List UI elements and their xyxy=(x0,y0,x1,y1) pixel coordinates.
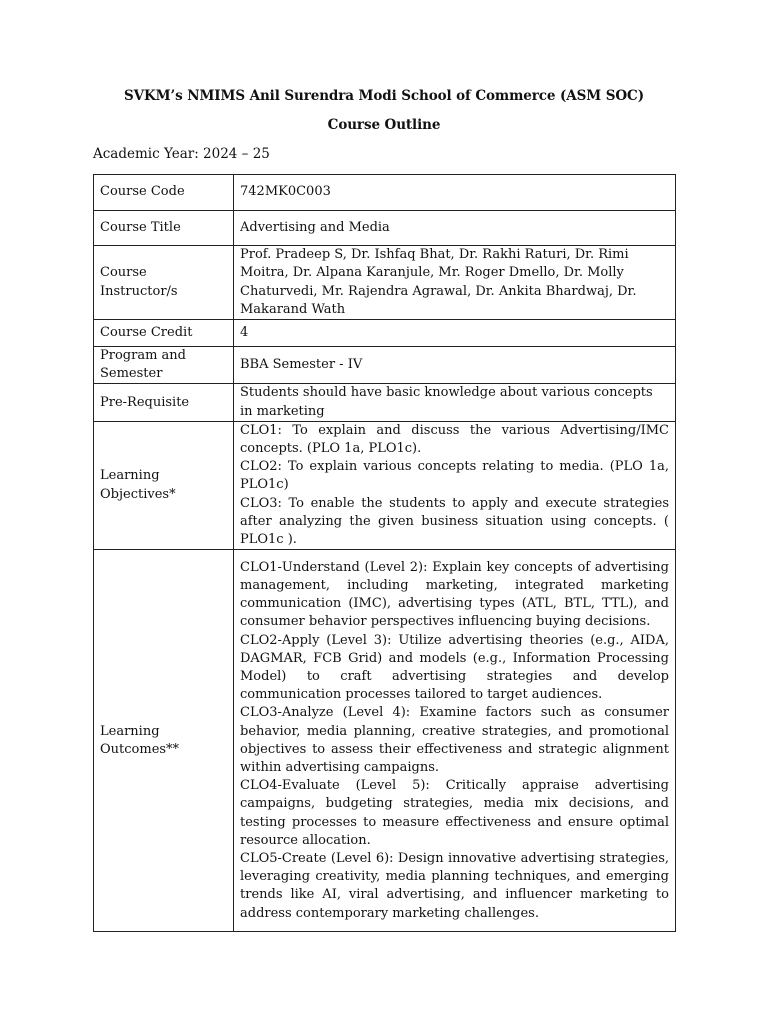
objective-item: CLO2: To explain various concepts relating to media. (PLO 1a, PLO1c) xyxy=(240,459,669,493)
objective-item: CLO3: To enable the students to apply and execute strategies after analyzing the given business situation using concepts. ( PLO1c ). xyxy=(240,495,669,548)
outcomes-label: Learning Outcomes** xyxy=(94,550,234,932)
credit-value: 4 xyxy=(234,320,676,347)
outcome-item: CLO1-Understand (Level 2): Explain key concepts of advertising management, including marketing, integrated marketing communication (IMC), advertising types (ATL, BTL, TTL), and consumer behavior perspectives influencing buying decisions. xyxy=(240,559,669,630)
credit-label: Course Credit xyxy=(94,320,234,347)
outcome-item: CLO4-Evaluate (Level 5): Critically appraise advertising campaigns, budgeting strategies, media mix decisions, and testing processes to measure effectiveness and ensure optimal resource allocation. xyxy=(240,778,669,848)
course-code-value: 742MK0C003 xyxy=(234,175,676,211)
prerequisite-value: Students should have basic knowledge about various concepts in marketing xyxy=(234,384,676,421)
table-row-credit xyxy=(94,320,676,347)
instructors-value: Prof. Pradeep S, Dr. Ishfaq Bhat, Dr. Rakhi Raturi, Dr. Rimi Moitra, Dr. Alpana Karanjule, Mr. Roger Dmello, Dr. Molly Chaturvedi, Mr. Rajendra Agrawal, Dr. Ankita Bhardwaj, Dr. Makarand Wath xyxy=(234,246,676,320)
academic-year: Academic Year: 2024 – 25 xyxy=(93,146,270,162)
table-row-objectives xyxy=(94,421,676,549)
outcomes-value xyxy=(234,550,676,932)
instructors-label: Course Instructor/s xyxy=(94,246,234,320)
outcome-item: CLO5-Create (Level 6): Design innovative advertising strategies, leveraging creativity, media planning techniques, and emerging trends like AI, viral advertising, and influencer marketing to address contemporary marketing challenges. xyxy=(240,850,669,921)
table-row-prerequisite xyxy=(94,384,676,421)
table-row-instructors xyxy=(94,246,676,320)
outcome-item: CLO3-Analyze (Level 4): Examine factors such as consumer behavior, media planning, creative strategies, and promotional objectives to assess their effectiveness and strategic alignment within advertising campaigns. xyxy=(240,705,669,775)
institution-heading: SVKM’s NMIMS Anil Surendra Modi School of Commerce (ASM SOC) xyxy=(124,88,644,104)
course-code-label: Course Code xyxy=(94,175,234,211)
table-row-program xyxy=(94,347,676,384)
table-row-course-title xyxy=(94,211,676,246)
table-row-outcomes xyxy=(94,550,676,932)
objectives-label: Learning Objectives* xyxy=(94,421,234,549)
course-outline-table xyxy=(93,174,676,932)
course-title-value: Advertising and Media xyxy=(234,211,676,246)
outcome-item: CLO2-Apply (Level 3): Utilize advertising theories (e.g., AIDA, DAGMAR, FCB Grid) and models (e.g., Information Processing Model) to craft advertising strategies and develop communication processes tailored to target audiences. xyxy=(240,632,669,703)
table-row-course-code xyxy=(94,175,676,211)
document-title: Course Outline xyxy=(327,117,441,133)
program-value: BBA Semester - IV xyxy=(234,347,676,384)
program-label: Program and Semester xyxy=(94,347,234,384)
objectives-value xyxy=(234,421,676,549)
objective-item: CLO1: To explain and discuss the various Advertising/IMC concepts. (PLO 1a, PLO1c). xyxy=(240,422,669,457)
prerequisite-label: Pre-Requisite xyxy=(94,384,234,421)
course-title-label: Course Title xyxy=(94,211,234,246)
